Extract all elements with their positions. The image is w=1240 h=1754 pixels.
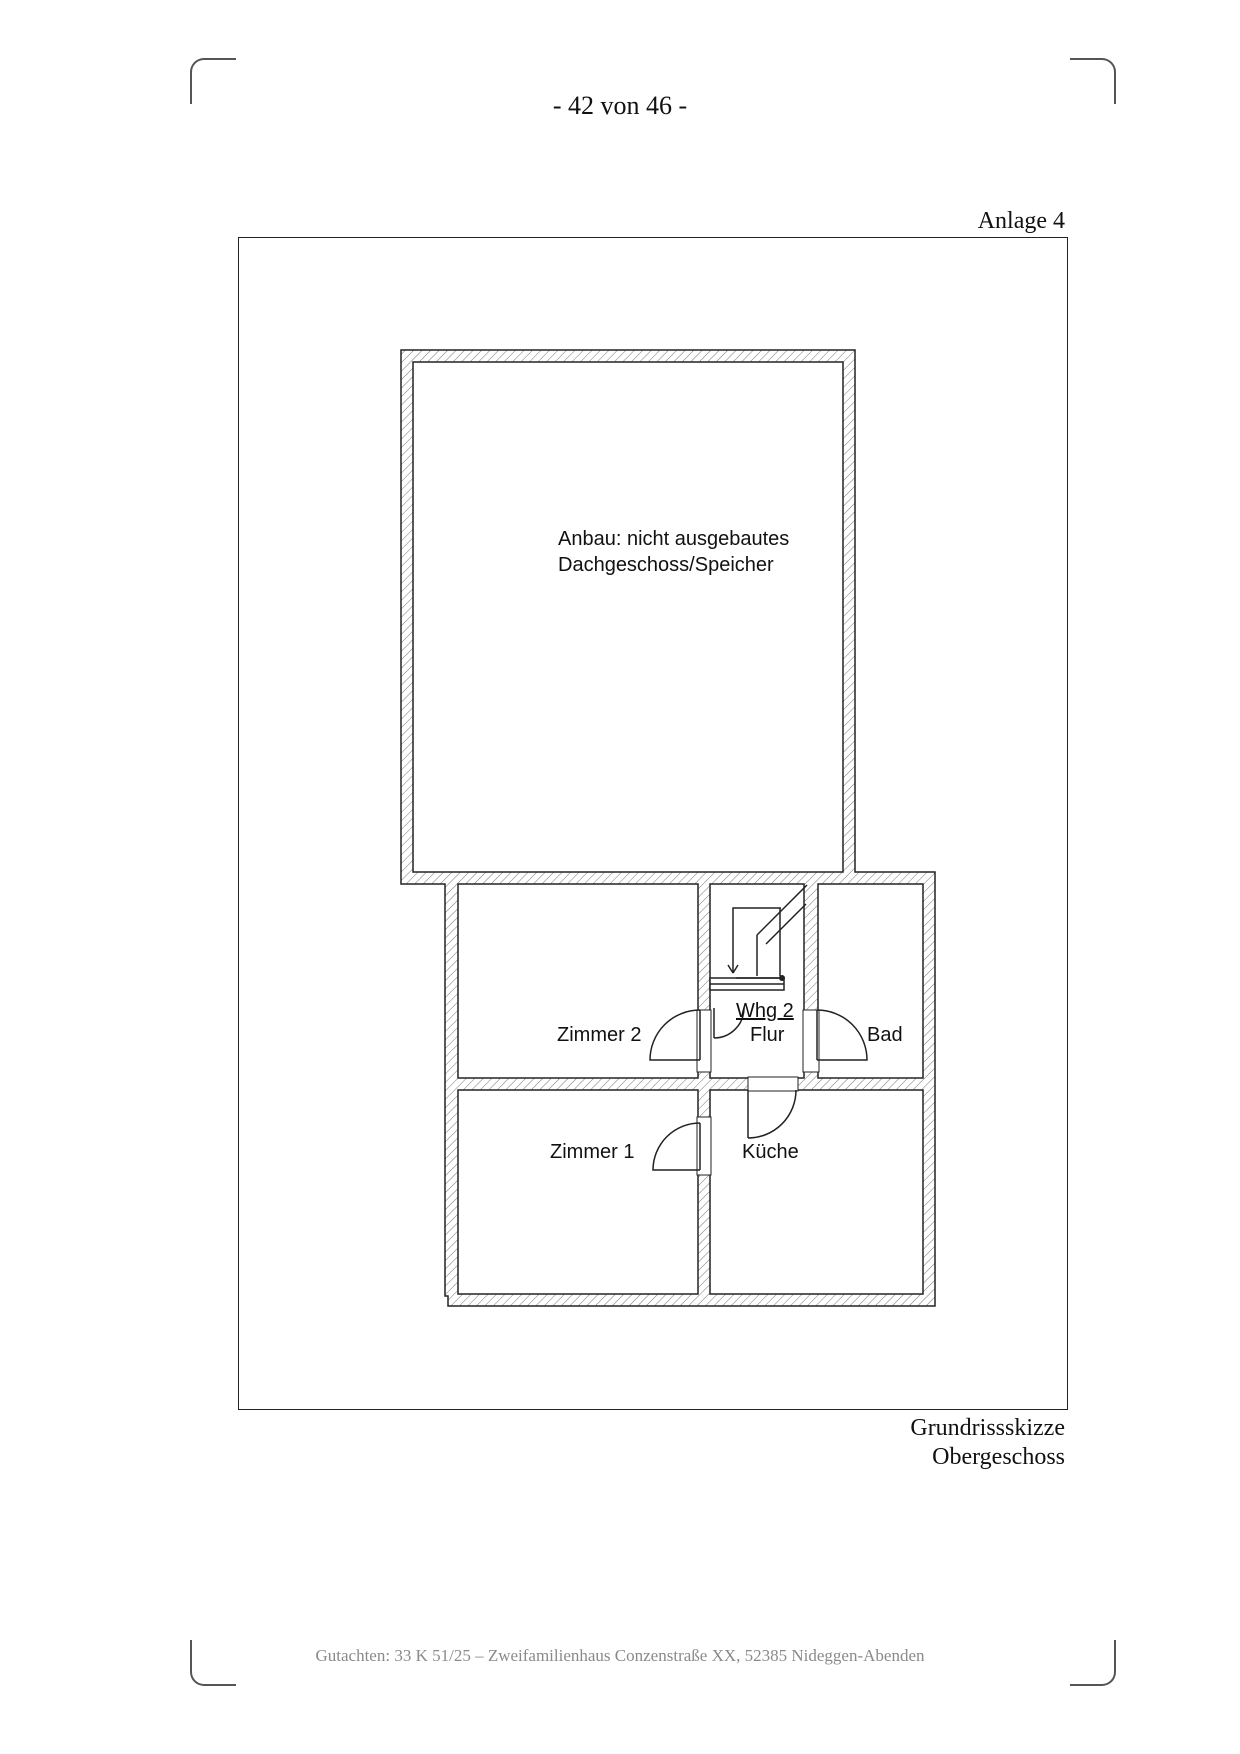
room-bad (818, 884, 923, 1078)
room-zimmer1 (458, 1090, 698, 1294)
room-label-bad: Bad (867, 1024, 903, 1046)
door-opening-kueche (748, 1077, 798, 1091)
door-opening-zimmer2 (697, 1010, 711, 1072)
caption-line1: Grundrissskizze (910, 1415, 1065, 1441)
room-attic (413, 362, 843, 872)
plan-caption (910, 1414, 1065, 1472)
door-opening-zimmer1 (697, 1117, 711, 1175)
room-label-kueche: Küche (742, 1141, 799, 1163)
room-label-zimmer2: Zimmer 2 (557, 1024, 642, 1046)
room-label-zimmer1: Zimmer 1 (550, 1141, 635, 1163)
attic-label-line1: Anbau: nicht ausgebautes (558, 528, 790, 550)
page-number: - 42 von 46 - (552, 91, 688, 120)
appendix-label: Anlage 4 (977, 208, 1065, 234)
caption-line2: Obergeschoss (932, 1444, 1065, 1470)
room-kueche (710, 1090, 923, 1294)
stair-arrow-dot (779, 975, 785, 981)
attic-label-line2: Dachgeschoss/Speicher (558, 554, 774, 576)
room-zimmer2 (458, 884, 698, 1078)
room-label-flur: Flur (750, 1024, 785, 1046)
footer-text: Gutachten: 33 K 51/25 – Zweifamilienhaus Conzenstraße XX, 52385 Nideggen-Abenden (315, 1646, 925, 1665)
room-label-whg2: Whg 2 (736, 1000, 794, 1022)
